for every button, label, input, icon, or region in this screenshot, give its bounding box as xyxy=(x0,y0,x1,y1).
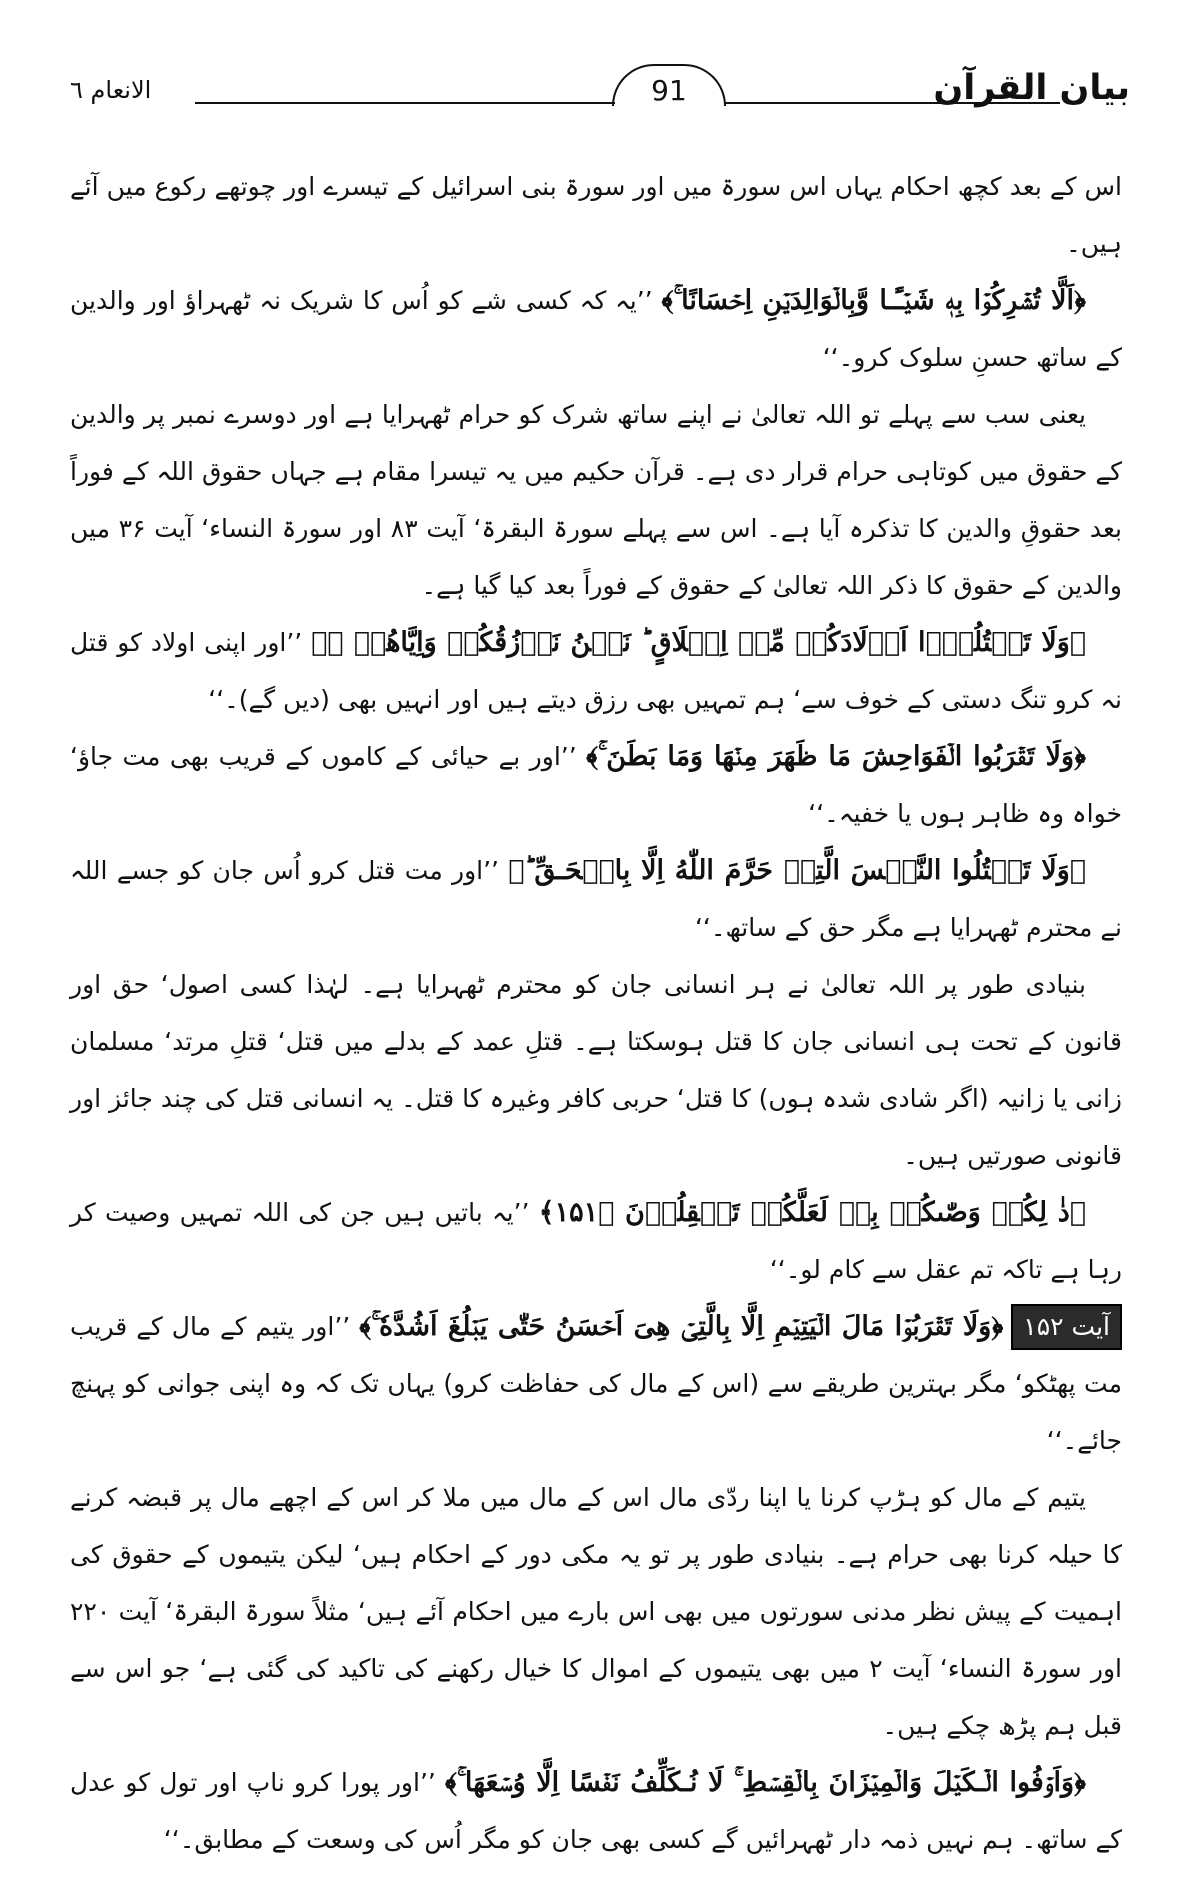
arabic-verse: ﴿اَلَّا تُشۡرِكُوۡا بِهٖ شَيۡـًٔـا وَّبِالۡوَالِدَيۡنِ اِحۡسَانًا ۚ﴾ xyxy=(661,285,1087,316)
verse-translation: ’’اور یتیم کے مال کے قریب مت پھٹکو‘ مگر بہترین طریقے سے (اس کے مال کی حفاظت کرو) یہاں تک کہ وہ اپنی جوانی کو پہنچ جائے۔‘‘ xyxy=(70,1312,1122,1455)
ayah-block-1 xyxy=(70,272,1122,386)
ayah-block-6 xyxy=(70,1298,1122,1469)
page-body xyxy=(70,158,1122,1854)
intro-paragraph: اس کے بعد کچھ احکام یہاں اس سورۃ میں اور سورۃ بنی اسرائیل کے تیسرے اور چوتھے رکوع میں آئے ہیں۔ xyxy=(70,172,1122,258)
verse-translation: ’’اور اپنی اولاد کو قتل نہ کرو تنگ دستی کے خوف سے‘ ہم تمہیں بھی رزق دیتے ہیں اور انہیں بھی (دیں گے)۔‘‘ xyxy=(70,628,1122,714)
verse-translation: ’’یہ باتیں ہیں جن کی اللہ تمہیں وصیت کر رہا ہے تاکہ تم عقل سے کام لو۔‘‘ xyxy=(70,1198,1122,1284)
ayah-block-5 xyxy=(70,1184,1122,1298)
page-number: 91 xyxy=(612,64,726,106)
verse-translation: ’’اور بے حیائی کے کاموں کے قریب بھی مت جاؤ‘ خواہ وہ ظاہر ہوں یا خفیہ۔‘‘ xyxy=(70,742,1122,828)
arabic-verse: ﴿ذٰ لِكُمۡ وَصّٰٮكُمۡ بِهٖ لَعَلَّكُمۡ تَعۡقِلُوۡنَ‏ ﴿۱۵۱﴾ xyxy=(538,1197,1087,1228)
ayah-block-4 xyxy=(70,842,1122,956)
ayah-block-7 xyxy=(70,1754,1122,1868)
arabic-verse: ﴿وَلَا تَقۡرَبُوۡا مَالَ الۡيَتِيۡمِ اِلَّا بِالَّتِىۡ هِىَ اَحۡسَنُ حَتّٰى يَبۡلُغَ اَشُدَّهٗ ۚ﴾ xyxy=(359,1311,1004,1342)
arabic-verse: ﴿وَلَا تَقۡتُلُوا النَّفۡسَ الَّتِىۡ حَرَّمَ اللّٰهُ اِلَّا بِالۡحَـقِّ ؕ﴾ xyxy=(508,855,1087,886)
ayah-block-2 xyxy=(70,614,1122,728)
commentary-paragraph: یتیم کے مال کو ہڑپ کرنا یا اپنا ردّی مال اس کے مال میں ملا کر اس کے اچھے مال پر قبضہ کرنے کا حیلہ کرنا بھی حرام ہے۔ بنیادی طور پر تو یہ مکی دور کے احکام ہیں‘ لیکن یتیموں کے حقوق کی اہمیت کے پیش نظر مدنی سورتوں میں بھی اس بارے میں احکام آئے ہیں‘ مثلاً سورۃ البقرۃ‘ آیت ۲۲۰ اور سورۃ النساء‘ آیت ۲ میں بھی یتیموں کے اموال کا خیال رکھنے کی تاکید کی گئی ہے‘ جو اس سے قبل ہم پڑھ چکے ہیں۔ xyxy=(70,1483,1122,1740)
commentary-paragraph: بنیادی طور پر اللہ تعالیٰ نے ہر انسانی جان کو محترم ٹھہرایا ہے۔ لہٰذا کسی اصول‘ حق اور قانون کے تحت ہی انسانی جان کا قتل ہوسکتا ہے۔ قتلِ عمد کے بدلے میں قتل‘ قتلِ مرتد‘ مسلمان زانی یا زانیہ (اگر شادی شدہ ہوں) کا قتل‘ حربی کافر وغیرہ کا قتل۔ یہ انسانی قتل کی چند جائز اور قانونی صورتیں ہیں۔ xyxy=(70,970,1122,1170)
surah-name: الانعام ٦ xyxy=(70,76,152,104)
book-title: بیان القرآن xyxy=(933,68,1130,108)
commentary-paragraph: یعنی سب سے پہلے تو اللہ تعالیٰ نے اپنے ساتھ شرک کو حرام ٹھہرایا ہے اور دوسرے نمبر پر والدین کے حقوق میں کوتاہی حرام قرار دی ہے۔ قرآن حکیم میں یہ تیسرا مقام ہے جہاں حقوق اللہ کے فوراً بعد حقوقِ والدین کا تذکرہ آیا ہے۔ اس سے پہلے سورۃ البقرۃ‘ آیت ۸۳ اور سورۃ النساء‘ آیت ۳۶ میں والدین کے حقوق کا ذکر اللہ تعالیٰ کے حقوق کے فوراً بعد کیا گیا ہے۔ xyxy=(70,400,1122,600)
arabic-verse: ﴿وَلَا تَقۡتُلُوۡۤا اَوۡلَادَكُمۡ مِّنۡ اِمۡلَاقٍ ؕ نَحۡنُ نَرۡزُقُكُمۡ وَاِيَّاهُمۡ ۚ﴾ xyxy=(311,627,1086,658)
arabic-verse: ﴿وَاَوۡفُوا الۡـكَيۡلَ وَالۡمِيۡزَانَ بِالۡقِسۡطِ ۚ لَا نُـكَلِّفُ نَفۡسًا اِلَّا وُسۡعَهَا ۚ﴾ xyxy=(445,1767,1086,1798)
verse-translation: ’’اور پورا کرو ناپ اور تول کو عدل کے ساتھ۔ ہم نہیں ذمہ دار ٹھہرائیں گے کسی بھی جان کو مگر اُس کی وسعت کے مطابق۔‘‘ xyxy=(70,1768,1122,1854)
header-rule-left xyxy=(195,102,615,104)
ayah-block-3 xyxy=(70,728,1122,842)
arabic-verse: ﴿وَلَا تَقۡرَبُوا الۡفَوَاحِشَ مَا ظَهَرَ مِنۡهَا وَمَا بَطَنَ ۚ﴾ xyxy=(586,741,1086,772)
running-header xyxy=(70,60,1130,132)
verse-translation: ’’اور مت قتل کرو اُس جان کو جسے اللہ نے محترم ٹھہرایا ہے مگر حق کے ساتھ۔‘‘ xyxy=(70,856,1122,942)
ayah-number-badge: آیت ۱۵۲ xyxy=(1011,1304,1122,1350)
verse-translation: ’’یہ کہ کسی شے کو اُس کا شریک نہ ٹھہراؤ اور والدین کے ساتھ حسنِ سلوک کرو۔‘‘ xyxy=(70,286,1122,372)
